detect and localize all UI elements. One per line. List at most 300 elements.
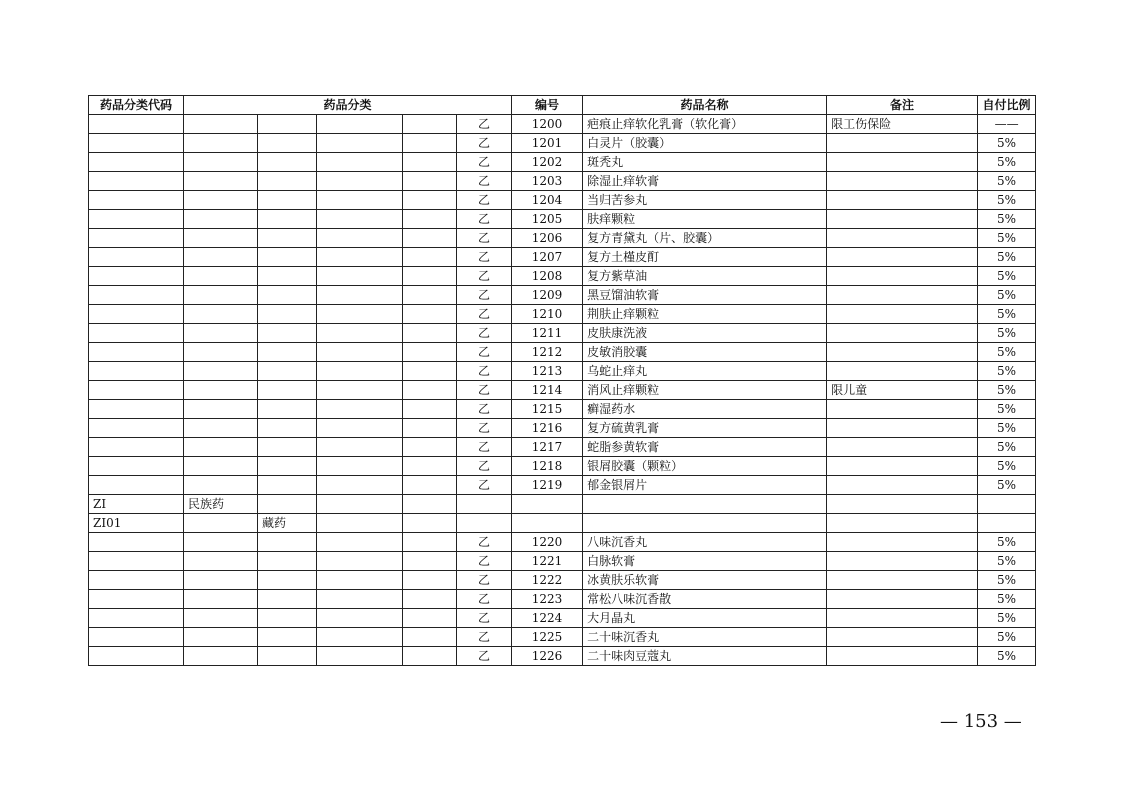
cell-category-4 xyxy=(403,495,457,514)
cell-category-2 xyxy=(258,134,317,153)
cell-category-2 xyxy=(258,229,317,248)
cell-drug-name xyxy=(583,514,827,533)
cell-category-3 xyxy=(317,286,403,305)
table-row xyxy=(89,400,1036,419)
cell-ratio: 5% xyxy=(978,210,1036,229)
table-row xyxy=(89,229,1036,248)
cell-drug-name: 癣湿药水 xyxy=(583,400,827,419)
cell-note xyxy=(827,400,978,419)
cell-drug-name: 郁金银屑片 xyxy=(583,476,827,495)
cell-category-1 xyxy=(184,191,258,210)
cell-code xyxy=(89,552,184,571)
cell-code xyxy=(89,153,184,172)
cell-note xyxy=(827,571,978,590)
cell-category-3 xyxy=(317,571,403,590)
table-row xyxy=(89,324,1036,343)
cell-grade: 乙 xyxy=(457,286,512,305)
cell-category-1 xyxy=(184,571,258,590)
cell-category-2 xyxy=(258,400,317,419)
cell-number: 1200 xyxy=(512,115,583,134)
header-name: 药品名称 xyxy=(583,96,827,115)
cell-category-1: 民族药 xyxy=(184,495,258,514)
cell-number xyxy=(512,514,583,533)
cell-category-3 xyxy=(317,248,403,267)
cell-category-4 xyxy=(403,286,457,305)
cell-grade: 乙 xyxy=(457,324,512,343)
cell-category-4 xyxy=(403,476,457,495)
cell-category-3 xyxy=(317,533,403,552)
cell-category-1 xyxy=(184,457,258,476)
cell-grade: 乙 xyxy=(457,115,512,134)
cell-category-3 xyxy=(317,609,403,628)
cell-grade: 乙 xyxy=(457,609,512,628)
cell-note xyxy=(827,533,978,552)
cell-category-3 xyxy=(317,305,403,324)
cell-ratio: 5% xyxy=(978,571,1036,590)
cell-category-1 xyxy=(184,115,258,134)
cell-category-2 xyxy=(258,476,317,495)
cell-drug-name xyxy=(583,495,827,514)
cell-grade: 乙 xyxy=(457,590,512,609)
cell-note xyxy=(827,191,978,210)
cell-drug-name: 乌蛇止痒丸 xyxy=(583,362,827,381)
cell-drug-name: 常松八味沉香散 xyxy=(583,590,827,609)
cell-category-2 xyxy=(258,419,317,438)
cell-note xyxy=(827,609,978,628)
table-body xyxy=(89,115,1036,666)
cell-number: 1218 xyxy=(512,457,583,476)
cell-ratio: 5% xyxy=(978,305,1036,324)
cell-category-3 xyxy=(317,134,403,153)
cell-category-1 xyxy=(184,229,258,248)
cell-ratio: 5% xyxy=(978,343,1036,362)
cell-grade: 乙 xyxy=(457,438,512,457)
cell-category-1 xyxy=(184,305,258,324)
cell-category-4 xyxy=(403,343,457,362)
cell-category-2 xyxy=(258,609,317,628)
cell-category-1 xyxy=(184,400,258,419)
cell-ratio: 5% xyxy=(978,647,1036,666)
cell-ratio xyxy=(978,514,1036,533)
cell-category-3 xyxy=(317,647,403,666)
cell-number: 1221 xyxy=(512,552,583,571)
cell-ratio: 5% xyxy=(978,362,1036,381)
cell-category-2 xyxy=(258,115,317,134)
cell-grade: 乙 xyxy=(457,419,512,438)
cell-code xyxy=(89,438,184,457)
cell-category-2 xyxy=(258,362,317,381)
cell-category-4 xyxy=(403,400,457,419)
cell-code xyxy=(89,400,184,419)
cell-category-2 xyxy=(258,647,317,666)
cell-drug-name: 大月晶丸 xyxy=(583,609,827,628)
cell-grade: 乙 xyxy=(457,457,512,476)
table-row xyxy=(89,134,1036,153)
cell-category-4 xyxy=(403,647,457,666)
cell-note xyxy=(827,514,978,533)
cell-number: 1206 xyxy=(512,229,583,248)
cell-category-1 xyxy=(184,628,258,647)
header-number: 编号 xyxy=(512,96,583,115)
cell-note xyxy=(827,134,978,153)
cell-category-1 xyxy=(184,153,258,172)
cell-category-2: 藏药 xyxy=(258,514,317,533)
cell-code xyxy=(89,571,184,590)
cell-drug-name: 复方硫黄乳膏 xyxy=(583,419,827,438)
cell-category-2 xyxy=(258,343,317,362)
cell-note: 限工伤保险 xyxy=(827,115,978,134)
cell-code xyxy=(89,628,184,647)
cell-category-2 xyxy=(258,628,317,647)
cell-category-1 xyxy=(184,514,258,533)
table-row xyxy=(89,362,1036,381)
cell-number: 1225 xyxy=(512,628,583,647)
cell-category-3 xyxy=(317,343,403,362)
cell-category-2 xyxy=(258,305,317,324)
cell-note xyxy=(827,172,978,191)
cell-ratio: 5% xyxy=(978,324,1036,343)
cell-number: 1208 xyxy=(512,267,583,286)
cell-number: 1226 xyxy=(512,647,583,666)
cell-category-1 xyxy=(184,172,258,191)
cell-category-4 xyxy=(403,305,457,324)
cell-code xyxy=(89,419,184,438)
cell-ratio: 5% xyxy=(978,248,1036,267)
cell-category-2 xyxy=(258,172,317,191)
cell-note xyxy=(827,362,978,381)
cell-ratio: 5% xyxy=(978,229,1036,248)
cell-grade: 乙 xyxy=(457,267,512,286)
cell-category-3 xyxy=(317,153,403,172)
cell-number: 1222 xyxy=(512,571,583,590)
cell-category-3 xyxy=(317,324,403,343)
cell-category-4 xyxy=(403,324,457,343)
cell-category-2 xyxy=(258,571,317,590)
cell-code xyxy=(89,210,184,229)
table-row xyxy=(89,286,1036,305)
cell-drug-name: 皮敏消胶囊 xyxy=(583,343,827,362)
cell-category-1 xyxy=(184,552,258,571)
cell-code: ZI xyxy=(89,495,184,514)
cell-category-2 xyxy=(258,457,317,476)
cell-category-1 xyxy=(184,476,258,495)
cell-category-3 xyxy=(317,419,403,438)
cell-category-2 xyxy=(258,191,317,210)
table-row xyxy=(89,210,1036,229)
cell-category-2 xyxy=(258,210,317,229)
cell-category-1 xyxy=(184,438,258,457)
cell-drug-name: 复方青黛丸（片、胶囊） xyxy=(583,229,827,248)
cell-category-3 xyxy=(317,229,403,248)
cell-note xyxy=(827,495,978,514)
cell-drug-name: 除湿止痒软膏 xyxy=(583,172,827,191)
cell-drug-name: 当归苦参丸 xyxy=(583,191,827,210)
cell-category-2 xyxy=(258,533,317,552)
cell-category-4 xyxy=(403,248,457,267)
cell-note xyxy=(827,343,978,362)
drug-catalog-table xyxy=(88,95,1036,666)
cell-ratio: 5% xyxy=(978,267,1036,286)
cell-grade: 乙 xyxy=(457,533,512,552)
cell-category-4 xyxy=(403,191,457,210)
table-row xyxy=(89,248,1036,267)
cell-code xyxy=(89,476,184,495)
cell-note xyxy=(827,267,978,286)
cell-category-1 xyxy=(184,210,258,229)
cell-note xyxy=(827,628,978,647)
cell-code xyxy=(89,191,184,210)
table-row xyxy=(89,552,1036,571)
cell-code xyxy=(89,343,184,362)
cell-number: 1219 xyxy=(512,476,583,495)
cell-drug-name: 银屑胶囊（颗粒） xyxy=(583,457,827,476)
cell-ratio: 5% xyxy=(978,628,1036,647)
cell-grade: 乙 xyxy=(457,229,512,248)
table-row xyxy=(89,571,1036,590)
cell-category-3 xyxy=(317,590,403,609)
table-row xyxy=(89,115,1036,134)
cell-ratio: 5% xyxy=(978,191,1036,210)
cell-drug-name: 皮肤康洗液 xyxy=(583,324,827,343)
cell-number: 1209 xyxy=(512,286,583,305)
cell-code xyxy=(89,590,184,609)
cell-code xyxy=(89,381,184,400)
cell-number: 1210 xyxy=(512,305,583,324)
cell-ratio: 5% xyxy=(978,286,1036,305)
cell-grade: 乙 xyxy=(457,343,512,362)
header-category: 药品分类 xyxy=(184,96,512,115)
table-row xyxy=(89,476,1036,495)
cell-code xyxy=(89,229,184,248)
cell-ratio: 5% xyxy=(978,552,1036,571)
table-row xyxy=(89,172,1036,191)
table-row xyxy=(89,438,1036,457)
cell-category-3 xyxy=(317,457,403,476)
cell-drug-name: 冰黄肤乐软膏 xyxy=(583,571,827,590)
cell-ratio: 5% xyxy=(978,476,1036,495)
cell-number: 1204 xyxy=(512,191,583,210)
cell-ratio xyxy=(978,495,1036,514)
table-row xyxy=(89,628,1036,647)
table-row xyxy=(89,533,1036,552)
cell-code xyxy=(89,324,184,343)
cell-code xyxy=(89,457,184,476)
cell-category-2 xyxy=(258,495,317,514)
cell-category-2 xyxy=(258,381,317,400)
cell-category-3 xyxy=(317,210,403,229)
cell-ratio: 5% xyxy=(978,438,1036,457)
header-note: 备注 xyxy=(827,96,978,115)
cell-drug-name: 白灵片（胶囊） xyxy=(583,134,827,153)
cell-category-1 xyxy=(184,134,258,153)
cell-note xyxy=(827,229,978,248)
cell-category-1 xyxy=(184,647,258,666)
cell-category-4 xyxy=(403,153,457,172)
cell-category-3 xyxy=(317,115,403,134)
cell-grade: 乙 xyxy=(457,305,512,324)
cell-category-4 xyxy=(403,438,457,457)
cell-drug-name: 消风止痒颗粒 xyxy=(583,381,827,400)
table-row xyxy=(89,609,1036,628)
cell-note xyxy=(827,286,978,305)
cell-code xyxy=(89,305,184,324)
cell-note: 限儿童 xyxy=(827,381,978,400)
cell-number: 1223 xyxy=(512,590,583,609)
cell-number: 1207 xyxy=(512,248,583,267)
cell-note xyxy=(827,552,978,571)
cell-code xyxy=(89,115,184,134)
cell-category-4 xyxy=(403,134,457,153)
cell-grade xyxy=(457,495,512,514)
table-row xyxy=(89,495,1036,514)
table-row xyxy=(89,305,1036,324)
cell-number: 1220 xyxy=(512,533,583,552)
cell-category-1 xyxy=(184,362,258,381)
cell-grade xyxy=(457,514,512,533)
cell-drug-name: 蛇脂参黄软膏 xyxy=(583,438,827,457)
cell-category-4 xyxy=(403,609,457,628)
cell-category-4 xyxy=(403,381,457,400)
cell-category-3 xyxy=(317,362,403,381)
cell-category-4 xyxy=(403,172,457,191)
cell-grade: 乙 xyxy=(457,362,512,381)
cell-category-4 xyxy=(403,590,457,609)
table-header-row xyxy=(89,96,1036,115)
cell-number: 1214 xyxy=(512,381,583,400)
cell-number: 1201 xyxy=(512,134,583,153)
table-row xyxy=(89,381,1036,400)
cell-ratio: 5% xyxy=(978,419,1036,438)
cell-category-2 xyxy=(258,248,317,267)
page-number: — 153 — xyxy=(940,711,1022,732)
cell-category-1 xyxy=(184,248,258,267)
cell-ratio: 5% xyxy=(978,609,1036,628)
table-row xyxy=(89,647,1036,666)
cell-number: 1224 xyxy=(512,609,583,628)
cell-grade: 乙 xyxy=(457,248,512,267)
cell-category-1 xyxy=(184,324,258,343)
cell-number xyxy=(512,495,583,514)
cell-drug-name: 二十味沉香丸 xyxy=(583,628,827,647)
cell-ratio: 5% xyxy=(978,134,1036,153)
cell-category-3 xyxy=(317,552,403,571)
cell-category-1 xyxy=(184,590,258,609)
cell-code xyxy=(89,647,184,666)
cell-number: 1202 xyxy=(512,153,583,172)
cell-category-3 xyxy=(317,267,403,286)
cell-category-4 xyxy=(403,533,457,552)
cell-code xyxy=(89,248,184,267)
cell-drug-name: 肤痒颗粒 xyxy=(583,210,827,229)
cell-category-3 xyxy=(317,476,403,495)
cell-category-4 xyxy=(403,419,457,438)
cell-ratio: 5% xyxy=(978,590,1036,609)
cell-note xyxy=(827,647,978,666)
cell-grade: 乙 xyxy=(457,647,512,666)
cell-drug-name: 疤痕止痒软化乳膏（软化膏） xyxy=(583,115,827,134)
cell-category-1 xyxy=(184,286,258,305)
cell-code xyxy=(89,134,184,153)
cell-number: 1213 xyxy=(512,362,583,381)
cell-category-1 xyxy=(184,609,258,628)
cell-grade: 乙 xyxy=(457,628,512,647)
table-row xyxy=(89,419,1036,438)
table-row xyxy=(89,457,1036,476)
cell-category-3 xyxy=(317,172,403,191)
cell-code xyxy=(89,362,184,381)
cell-ratio: 5% xyxy=(978,381,1036,400)
header-code: 药品分类代码 xyxy=(89,96,184,115)
cell-category-3 xyxy=(317,514,403,533)
cell-category-4 xyxy=(403,229,457,248)
cell-drug-name: 复方紫草油 xyxy=(583,267,827,286)
cell-category-2 xyxy=(258,552,317,571)
cell-drug-name: 白脉软膏 xyxy=(583,552,827,571)
cell-category-3 xyxy=(317,628,403,647)
cell-category-4 xyxy=(403,552,457,571)
cell-category-4 xyxy=(403,628,457,647)
cell-category-4 xyxy=(403,571,457,590)
cell-code xyxy=(89,172,184,191)
cell-note xyxy=(827,476,978,495)
cell-grade: 乙 xyxy=(457,400,512,419)
cell-ratio: 5% xyxy=(978,533,1036,552)
cell-category-1 xyxy=(184,381,258,400)
cell-note xyxy=(827,419,978,438)
cell-category-1 xyxy=(184,267,258,286)
cell-grade: 乙 xyxy=(457,571,512,590)
cell-category-2 xyxy=(258,153,317,172)
cell-category-3 xyxy=(317,495,403,514)
cell-grade: 乙 xyxy=(457,153,512,172)
cell-number: 1216 xyxy=(512,419,583,438)
cell-drug-name: 斑秃丸 xyxy=(583,153,827,172)
cell-grade: 乙 xyxy=(457,191,512,210)
cell-category-2 xyxy=(258,286,317,305)
cell-code: ZI01 xyxy=(89,514,184,533)
table-row xyxy=(89,514,1036,533)
cell-drug-name: 八味沉香丸 xyxy=(583,533,827,552)
cell-note xyxy=(827,324,978,343)
cell-category-4 xyxy=(403,267,457,286)
cell-category-4 xyxy=(403,457,457,476)
cell-category-2 xyxy=(258,324,317,343)
cell-ratio: 5% xyxy=(978,172,1036,191)
cell-category-2 xyxy=(258,438,317,457)
cell-ratio: 5% xyxy=(978,457,1036,476)
cell-code xyxy=(89,609,184,628)
cell-category-1 xyxy=(184,533,258,552)
cell-category-4 xyxy=(403,210,457,229)
cell-grade: 乙 xyxy=(457,381,512,400)
cell-note xyxy=(827,457,978,476)
cell-number: 1217 xyxy=(512,438,583,457)
cell-ratio: 5% xyxy=(978,400,1036,419)
cell-category-3 xyxy=(317,400,403,419)
cell-drug-name: 荆肤止痒颗粒 xyxy=(583,305,827,324)
table-row xyxy=(89,191,1036,210)
cell-code xyxy=(89,286,184,305)
cell-number: 1203 xyxy=(512,172,583,191)
cell-category-2 xyxy=(258,267,317,286)
cell-category-4 xyxy=(403,115,457,134)
cell-category-4 xyxy=(403,362,457,381)
cell-number: 1211 xyxy=(512,324,583,343)
cell-note xyxy=(827,590,978,609)
cell-grade: 乙 xyxy=(457,134,512,153)
table-row xyxy=(89,590,1036,609)
cell-category-2 xyxy=(258,590,317,609)
